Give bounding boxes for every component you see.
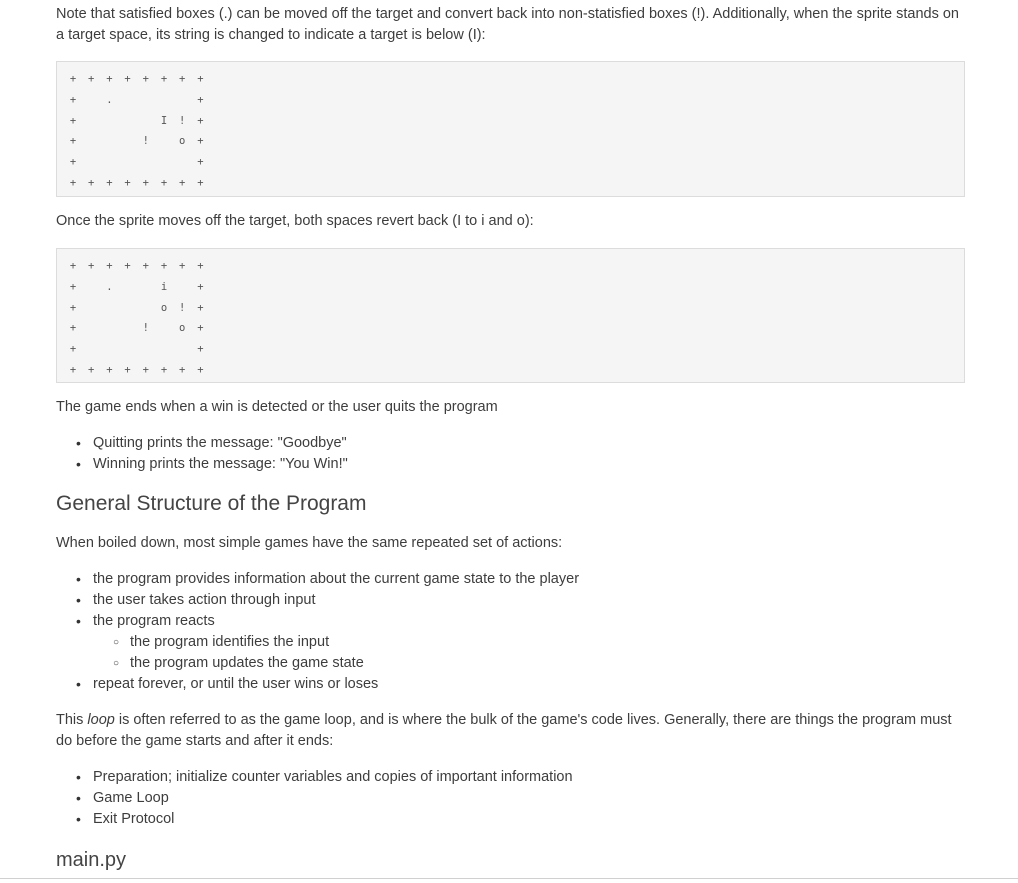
grid-cell: + <box>69 260 77 272</box>
grid-cell: + <box>197 343 204 356</box>
grid-cell: + <box>197 301 204 314</box>
grid-cell: + <box>197 135 204 148</box>
code-block-grid-2 <box>56 248 965 383</box>
grid-cell: + <box>197 280 204 293</box>
grid-cell: + <box>160 260 168 272</box>
grid-cell: + <box>160 73 168 85</box>
grid-cell: o <box>160 301 168 314</box>
grid-cell: + <box>142 73 149 85</box>
loop-emphasis: loop <box>87 712 115 728</box>
boiled-down-paragraph: When boiled down, most simple games have the same repeated set of actions: <box>56 535 563 551</box>
grid-cell: + <box>88 176 95 189</box>
grid-cell: + <box>197 73 204 85</box>
grid-cell: + <box>69 156 77 169</box>
grid-cell: + <box>69 135 77 148</box>
grid-cell: + <box>179 363 186 376</box>
grid-cell: ! <box>142 135 149 148</box>
grid-cell: + <box>197 260 204 272</box>
game-ends-paragraph: The game ends when a win is detected or the user quits the program <box>56 399 498 415</box>
grid-cell: + <box>69 322 77 335</box>
divider <box>0 878 1018 879</box>
grid-cell: + <box>179 260 186 272</box>
grid-cell: + <box>88 73 95 85</box>
grid-cell: + <box>160 363 168 376</box>
grid-cell: + <box>106 363 113 376</box>
grid-cell: ! <box>179 114 186 127</box>
section-heading: General Structure of the Program <box>56 492 367 515</box>
grid-cell: + <box>197 156 204 169</box>
grid-cell: + <box>197 363 204 376</box>
grid-cell: + <box>142 176 149 189</box>
sub-list-item: ○ the program updates the game state <box>76 653 579 674</box>
grid-cell: + <box>124 363 131 376</box>
intro-paragraph: Note that satisfied boxes (.) can be moved off the target and convert back into non-statisfied boxes (!). Additionally, when the sprite stands on a target space, its string is changed to indicate a target is below (I): <box>56 6 960 43</box>
list-item: • Winning prints the message: "You Win!" <box>76 454 348 475</box>
list-item: • Exit Protocol <box>76 809 573 830</box>
sub-list-item: ○ the program identifies the input <box>76 632 579 653</box>
grid-cell: + <box>69 363 77 376</box>
grid-cell: . <box>106 93 113 106</box>
list-item: • the program provides information about the current game state to the player <box>76 569 579 590</box>
grid-cell: + <box>106 73 113 85</box>
grid-cell: + <box>197 114 204 127</box>
grid-cell: ! <box>179 301 186 314</box>
grid-cell: + <box>179 176 186 189</box>
grid-cell: + <box>179 73 186 85</box>
grid-cell: + <box>69 280 77 293</box>
grid-cell: + <box>142 260 149 272</box>
grid-cell: ! <box>142 322 149 335</box>
grid-cell: + <box>88 363 95 376</box>
grid-cell: o <box>179 322 186 335</box>
grid-cell: + <box>88 260 95 272</box>
grid-cell: + <box>69 301 77 314</box>
grid-cell: + <box>69 93 77 106</box>
list-item: • Preparation; initialize counter variables and copies of important information <box>76 767 573 788</box>
grid-cell: + <box>124 73 131 85</box>
grid-cell: + <box>124 260 131 272</box>
grid-cell: + <box>69 114 77 127</box>
list-item: • the program reacts <box>76 611 579 632</box>
grid-cell: + <box>197 322 204 335</box>
grid-cell: + <box>69 73 77 85</box>
grid-cell: + <box>106 260 113 272</box>
file-heading: main.py <box>56 849 127 871</box>
list-item: • Game Loop <box>76 788 573 809</box>
loop-text-after: is often referred to as the game loop, and is where the bulk of the game's code lives. Generally, there are things the program must do before the game starts and after it ends: <box>56 712 952 749</box>
grid-cell: + <box>160 176 168 189</box>
grid-cell: . <box>106 280 113 293</box>
once-paragraph: Once the sprite moves off the target, both spaces revert back (I to i and o): <box>56 213 534 229</box>
grid-cell: I <box>160 114 168 127</box>
list-item: • the user takes action through input <box>76 590 579 611</box>
code-block-grid-1 <box>56 61 965 197</box>
game-steps-list <box>76 569 579 695</box>
grid-cell: + <box>197 176 204 189</box>
loop-text-before: This <box>56 712 88 728</box>
grid-cell: o <box>179 135 186 148</box>
grid-cell: + <box>69 343 77 356</box>
program-phases-list <box>76 767 573 830</box>
grid-cell: i <box>160 280 168 293</box>
grid-cell: + <box>69 176 77 189</box>
game-end-list <box>76 433 348 475</box>
list-item: • Quitting prints the message: "Goodbye" <box>76 433 348 454</box>
game-loop-paragraph <box>56 710 966 752</box>
grid-cell: + <box>106 176 113 189</box>
grid-cell: + <box>124 176 131 189</box>
grid-cell: + <box>197 93 204 106</box>
list-item: • repeat forever, or until the user wins or loses <box>76 674 579 695</box>
grid-cell: + <box>142 363 149 376</box>
